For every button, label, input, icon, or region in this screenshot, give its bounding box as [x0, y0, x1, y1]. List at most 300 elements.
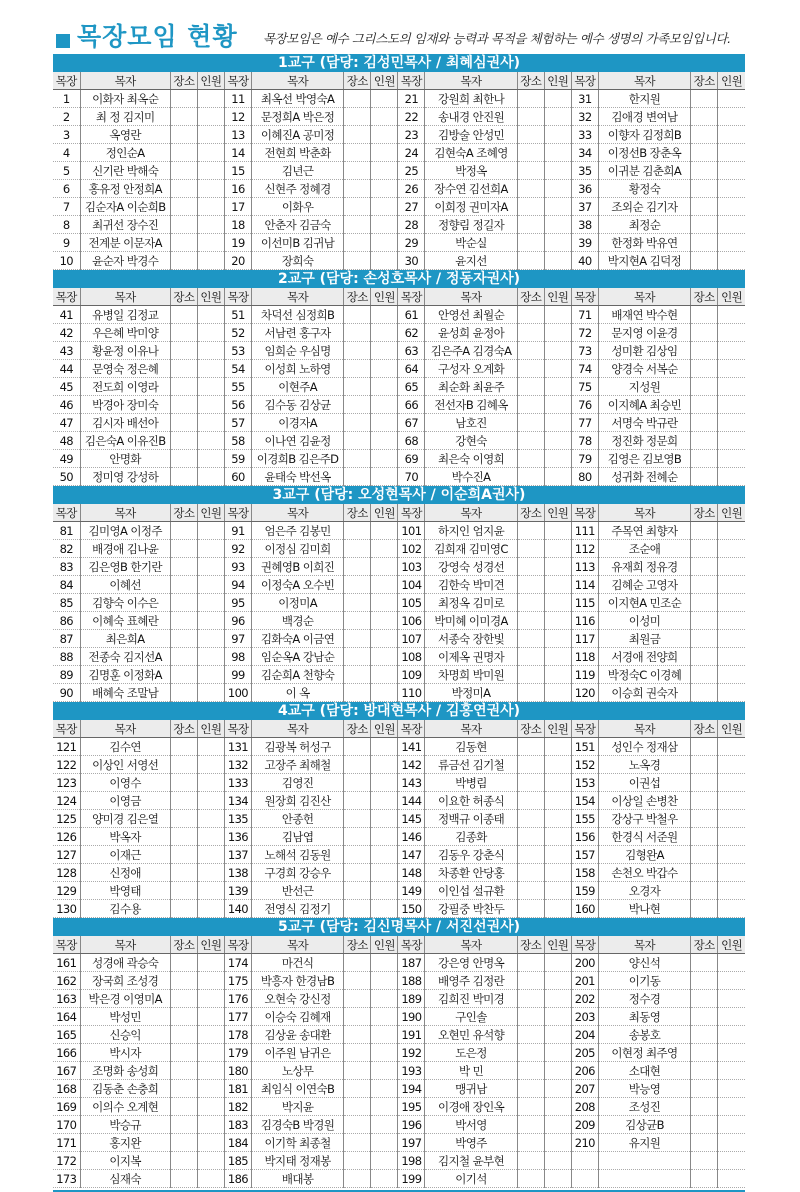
count-cell: [197, 558, 224, 576]
group-number: 183: [224, 1116, 251, 1134]
count-cell: [371, 396, 398, 414]
group-number: 180: [224, 1062, 251, 1080]
count-cell: [197, 630, 224, 648]
place-cell: [691, 216, 718, 234]
column-header-num: 목장: [571, 72, 598, 90]
count-cell: [371, 792, 398, 810]
table-row: [53, 558, 745, 576]
leader-names: 이기학 최종철: [251, 1134, 343, 1152]
leader-names: 한지원: [598, 90, 690, 108]
place-cell: [517, 774, 544, 792]
column-header-place: 장소: [344, 72, 371, 90]
leader-names: 이의수 오계현: [80, 1098, 170, 1116]
place-cell: [344, 1134, 371, 1152]
column-header-count: 인원: [371, 936, 398, 954]
group-number: 64: [398, 360, 425, 378]
count-cell: [371, 342, 398, 360]
place-cell: [344, 108, 371, 126]
place-cell: [170, 576, 197, 594]
count-cell: [371, 432, 398, 450]
leader-names: 성경애 곽승숙: [80, 954, 170, 972]
table-row: [53, 738, 745, 756]
group-number: 133: [224, 774, 251, 792]
leader-names: 이향자 김정희B: [598, 126, 690, 144]
column-header-leader: 목자: [251, 72, 343, 90]
count-cell: [197, 594, 224, 612]
count-cell: [718, 1008, 745, 1026]
count-cell: [544, 864, 571, 882]
leader-names: 노상무: [251, 1062, 343, 1080]
group-number: 77: [571, 414, 598, 432]
group-number: 58: [224, 432, 251, 450]
table-row: [53, 450, 745, 468]
count-cell: [718, 522, 745, 540]
leader-names: 원장희 김진산: [251, 792, 343, 810]
count-cell: [197, 666, 224, 684]
leader-names: 박지윤: [251, 1098, 343, 1116]
count-cell: [371, 90, 398, 108]
place-cell: [170, 414, 197, 432]
group-number: 47: [53, 414, 80, 432]
place-cell: [344, 1080, 371, 1098]
place-cell: [170, 396, 197, 414]
table-row: [53, 252, 745, 270]
count-cell: [718, 162, 745, 180]
column-header-place: 장소: [344, 936, 371, 954]
place-cell: [170, 1044, 197, 1062]
place-cell: [344, 522, 371, 540]
column-header-num: 목장: [398, 504, 425, 522]
group-number: 109: [398, 666, 425, 684]
place-cell: [517, 414, 544, 432]
leader-names: 전계분 이문자A: [80, 234, 170, 252]
leader-names: 이상인 서영선: [80, 756, 170, 774]
place-cell: [170, 1026, 197, 1044]
group-number: 96: [224, 612, 251, 630]
place-cell: [170, 162, 197, 180]
leader-names: 전도희 이영라: [80, 378, 170, 396]
count-cell: [718, 900, 745, 918]
count-cell: [718, 954, 745, 972]
leader-names: 이정선B 장춘옥: [598, 144, 690, 162]
group-number: 136: [224, 828, 251, 846]
place-cell: [691, 630, 718, 648]
count-cell: [197, 360, 224, 378]
group-number: 135: [224, 810, 251, 828]
count-cell: [544, 1170, 571, 1188]
column-header-place: 장소: [517, 504, 544, 522]
leader-names: 최동영: [598, 1008, 690, 1026]
table-row: [53, 810, 745, 828]
leader-names: 김은영B 한기란: [80, 558, 170, 576]
leader-names: 이지혜A 최승빈: [598, 396, 690, 414]
place-cell: [170, 522, 197, 540]
group-number: 118: [571, 648, 598, 666]
count-cell: [544, 612, 571, 630]
place-cell: [691, 792, 718, 810]
count-cell: [544, 1026, 571, 1044]
group-number: 87: [53, 630, 80, 648]
place-cell: [170, 144, 197, 162]
place-cell: [170, 1134, 197, 1152]
place-cell: [517, 162, 544, 180]
group-number: 80: [571, 468, 598, 486]
leader-names: 배영주 김정란: [425, 972, 517, 990]
place-cell: [344, 144, 371, 162]
leader-names: 김수용: [80, 900, 170, 918]
place-cell: [344, 396, 371, 414]
leader-names: 양경숙 서복순: [598, 360, 690, 378]
place-cell: [344, 954, 371, 972]
group-number: 76: [571, 396, 598, 414]
leader-names: 이정미A: [251, 594, 343, 612]
place-cell: [170, 1098, 197, 1116]
count-cell: [718, 1134, 745, 1152]
place-cell: [170, 990, 197, 1008]
group-number: 86: [53, 612, 80, 630]
leader-names: 이주원 남귀은: [251, 1044, 343, 1062]
leader-names: 장국희 조성경: [80, 972, 170, 990]
group-number: 200: [571, 954, 598, 972]
leader-names: 홍유정 안정희A: [80, 180, 170, 198]
place-cell: [170, 954, 197, 972]
place-cell: [691, 666, 718, 684]
group-number: 45: [53, 378, 80, 396]
count-cell: [718, 450, 745, 468]
group-number: 132: [224, 756, 251, 774]
column-header-place: 장소: [170, 936, 197, 954]
count-cell: [544, 1008, 571, 1026]
group-number: 175: [224, 972, 251, 990]
place-cell: [691, 468, 718, 486]
group-number: 100: [224, 684, 251, 702]
leader-names: 한정화 박유연: [598, 234, 690, 252]
table-row: [53, 990, 745, 1008]
place-cell: [344, 432, 371, 450]
square-icon: [56, 34, 70, 48]
group-number: 85: [53, 594, 80, 612]
column-header-row: [53, 720, 745, 738]
place-cell: [344, 1062, 371, 1080]
leader-names: 김혜순 고영자: [598, 576, 690, 594]
group-number: 2: [53, 108, 80, 126]
leader-names: 정미영 강성하: [80, 468, 170, 486]
group-number: 71: [571, 306, 598, 324]
group-number: 7: [53, 198, 80, 216]
place-cell: [344, 450, 371, 468]
group-number: 68: [398, 432, 425, 450]
count-cell: [371, 162, 398, 180]
count-cell: [544, 324, 571, 342]
count-cell: [718, 576, 745, 594]
group-number: 72: [571, 324, 598, 342]
column-header-leader: 목자: [425, 504, 517, 522]
place-cell: [344, 612, 371, 630]
count-cell: [544, 810, 571, 828]
place-cell: [691, 126, 718, 144]
leader-names: 차명희 박미원: [425, 666, 517, 684]
leader-names: 김형완A: [598, 846, 690, 864]
place-cell: [691, 900, 718, 918]
place-cell: [344, 126, 371, 144]
place-cell: [170, 1170, 197, 1188]
count-cell: [544, 882, 571, 900]
district-title: 1교구 (담당: 김성민목사 / 최혜심권사): [53, 54, 745, 72]
column-header-count: 인원: [718, 936, 745, 954]
leader-names: 윤성희 윤정아: [425, 324, 517, 342]
group-number: 110: [398, 684, 425, 702]
count-cell: [544, 306, 571, 324]
leader-names: 박은경 이영미A: [80, 990, 170, 1008]
district-title: 4교구 (담당: 방대현목사 / 김홍연권사): [53, 702, 745, 721]
count-cell: [718, 180, 745, 198]
leader-names: 박정옥: [425, 162, 517, 180]
count-cell: [544, 360, 571, 378]
place-cell: [170, 216, 197, 234]
count-cell: [544, 954, 571, 972]
count-cell: [197, 1098, 224, 1116]
group-number: 117: [571, 630, 598, 648]
place-cell: [170, 900, 197, 918]
place-cell: [517, 234, 544, 252]
place-cell: [170, 684, 197, 702]
group-number: 59: [224, 450, 251, 468]
table-row: [53, 342, 745, 360]
group-number: 60: [224, 468, 251, 486]
place-cell: [691, 180, 718, 198]
place-cell: [517, 180, 544, 198]
leader-names: 박승규: [80, 1116, 170, 1134]
place-cell: [170, 126, 197, 144]
group-number: 88: [53, 648, 80, 666]
count-cell: [544, 234, 571, 252]
leader-names: 이요한 허종식: [425, 792, 517, 810]
count-cell: [718, 666, 745, 684]
group-number: 93: [224, 558, 251, 576]
group-number: 111: [571, 522, 598, 540]
group-number: 82: [53, 540, 80, 558]
leader-names: 오현민 유석향: [425, 1026, 517, 1044]
place-cell: [691, 144, 718, 162]
count-cell: [371, 576, 398, 594]
count-cell: [718, 126, 745, 144]
count-cell: [718, 1170, 745, 1188]
leader-names: 이권섭: [598, 774, 690, 792]
group-number: 122: [53, 756, 80, 774]
place-cell: [691, 1080, 718, 1098]
group-number: 141: [398, 738, 425, 756]
group-number: 50: [53, 468, 80, 486]
place-cell: [691, 612, 718, 630]
place-cell: [691, 1116, 718, 1134]
leader-names: 김지철 윤부현: [425, 1152, 517, 1170]
table-row: [53, 522, 745, 540]
column-header-num: 목장: [571, 288, 598, 306]
table-row: [53, 648, 745, 666]
count-cell: [718, 216, 745, 234]
leader-names: 박옥자: [80, 828, 170, 846]
leader-names: 이기석: [425, 1170, 517, 1188]
leader-names: 노해석 김동원: [251, 846, 343, 864]
leader-names: 서명숙 박규란: [598, 414, 690, 432]
place-cell: [344, 828, 371, 846]
group-number: 73: [571, 342, 598, 360]
count-cell: [371, 252, 398, 270]
place-cell: [691, 954, 718, 972]
count-cell: [718, 1098, 745, 1116]
leader-names: 신현주 정혜경: [251, 180, 343, 198]
group-number: 179: [224, 1044, 251, 1062]
group-number: 154: [571, 792, 598, 810]
leader-names: 반선근: [251, 882, 343, 900]
place-cell: [517, 846, 544, 864]
count-cell: [197, 108, 224, 126]
place-cell: [517, 900, 544, 918]
leader-names: 김경숙B 박경원: [251, 1116, 343, 1134]
leader-names: 배재연 박수현: [598, 306, 690, 324]
group-number: 148: [398, 864, 425, 882]
place-cell: [691, 540, 718, 558]
column-header-num: 목장: [53, 288, 80, 306]
group-number: 103: [398, 558, 425, 576]
place-cell: [344, 1170, 371, 1188]
leader-names: 이화우: [251, 198, 343, 216]
column-header-count: 인원: [197, 936, 224, 954]
place-cell: [170, 1062, 197, 1080]
place-cell: [170, 198, 197, 216]
count-cell: [197, 180, 224, 198]
place-cell: [344, 198, 371, 216]
place-cell: [344, 792, 371, 810]
leader-names: 소대현: [598, 1062, 690, 1080]
table-row: [53, 594, 745, 612]
group-number: 172: [53, 1152, 80, 1170]
leader-names: 조외순 김기자: [598, 198, 690, 216]
column-header-place: 장소: [691, 288, 718, 306]
group-number: 126: [53, 828, 80, 846]
group-number: 115: [571, 594, 598, 612]
count-cell: [544, 180, 571, 198]
group-number: 156: [571, 828, 598, 846]
place-cell: [170, 360, 197, 378]
count-cell: [371, 216, 398, 234]
count-cell: [371, 1008, 398, 1026]
count-cell: [197, 864, 224, 882]
column-header-leader: 목자: [425, 936, 517, 954]
column-header-place: 장소: [517, 288, 544, 306]
leader-names: 장수연 김선희A: [425, 180, 517, 198]
table-row: [53, 324, 745, 342]
count-cell: [371, 1098, 398, 1116]
group-number: 134: [224, 792, 251, 810]
count-cell: [544, 378, 571, 396]
leader-names: 김남엽: [251, 828, 343, 846]
count-cell: [718, 540, 745, 558]
leader-names: 이정심 김미희: [251, 540, 343, 558]
leader-names: 구성자 오계화: [425, 360, 517, 378]
district-title: 5교구 (담당: 김신명목사 / 서진선권사): [53, 918, 745, 937]
place-cell: [344, 756, 371, 774]
count-cell: [718, 90, 745, 108]
group-number: 51: [224, 306, 251, 324]
place-cell: [517, 1008, 544, 1026]
count-cell: [197, 882, 224, 900]
table-row: [53, 792, 745, 810]
group-number: 70: [398, 468, 425, 486]
count-cell: [718, 234, 745, 252]
leader-names: 김동춘 손충희: [80, 1080, 170, 1098]
leader-names: 김종화: [425, 828, 517, 846]
count-cell: [718, 684, 745, 702]
count-cell: [718, 738, 745, 756]
place-cell: [517, 324, 544, 342]
group-number: 21: [398, 90, 425, 108]
place-cell: [517, 126, 544, 144]
place-cell: [691, 1098, 718, 1116]
table-row: [53, 1062, 745, 1080]
column-header-num: 목장: [224, 72, 251, 90]
count-cell: [544, 540, 571, 558]
group-number: 176: [224, 990, 251, 1008]
column-header-place: 장소: [691, 72, 718, 90]
place-cell: [517, 864, 544, 882]
column-header-leader: 목자: [80, 720, 170, 738]
place-cell: [170, 864, 197, 882]
count-cell: [371, 1170, 398, 1188]
count-cell: [371, 990, 398, 1008]
place-cell: [517, 882, 544, 900]
count-cell: [197, 162, 224, 180]
leader-names: 문정희A 박은정: [251, 108, 343, 126]
leader-names: 박정숙C 이경혜: [598, 666, 690, 684]
column-header-count: 인원: [544, 504, 571, 522]
place-cell: [170, 828, 197, 846]
leader-names: 김미영A 이정주: [80, 522, 170, 540]
column-header-count: 인원: [718, 504, 745, 522]
leader-names: 김애경 변여남: [598, 108, 690, 126]
leader-names: 박 민: [425, 1062, 517, 1080]
column-header-place: 장소: [170, 720, 197, 738]
group-number: 127: [53, 846, 80, 864]
group-number: 99: [224, 666, 251, 684]
place-cell: [691, 846, 718, 864]
column-header-leader: 목자: [598, 504, 690, 522]
group-number: 52: [224, 324, 251, 342]
roster-page: [53, 0, 745, 1188]
leader-names: 오경자: [598, 882, 690, 900]
count-cell: [371, 1026, 398, 1044]
leader-names: 이기동: [598, 972, 690, 990]
leader-names: 이혜숙 표혜란: [80, 612, 170, 630]
roster-table: [53, 54, 745, 1188]
leader-names: 이선미B 김귀남: [251, 234, 343, 252]
count-cell: [197, 540, 224, 558]
group-number: 169: [53, 1098, 80, 1116]
column-header-num: 목장: [53, 936, 80, 954]
place-cell: [344, 738, 371, 756]
table-row: [53, 864, 745, 882]
column-header-count: 인원: [544, 72, 571, 90]
group-number: 140: [224, 900, 251, 918]
leader-names: 이지복: [80, 1152, 170, 1170]
count-cell: [197, 1008, 224, 1026]
place-cell: [517, 1098, 544, 1116]
place-cell: [344, 342, 371, 360]
group-number: 44: [53, 360, 80, 378]
group-number: 90: [53, 684, 80, 702]
table-row: [53, 468, 745, 486]
place-cell: [170, 594, 197, 612]
